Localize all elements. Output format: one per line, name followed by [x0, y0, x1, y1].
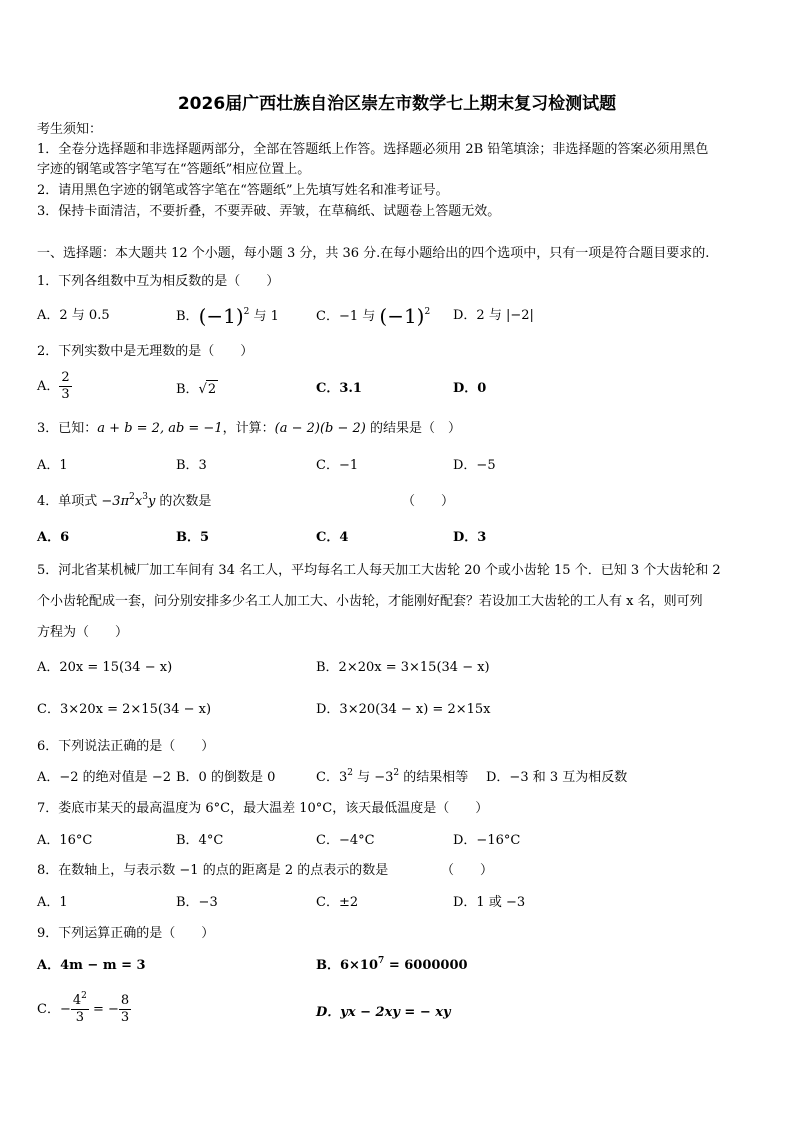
question-5-line-2: 个小齿轮配成一套，问分别安排多少名工人加工大、小齿轮，才能刚好配套？若设加工大齿轮的工人有 x 名，则可列 — [37, 594, 703, 609]
q2-b-radicand: 2 — [207, 382, 217, 397]
q2-a-prefix: A． — [37, 379, 60, 394]
q8-option-a: A．1 — [37, 895, 68, 910]
q8-option-d: D．1 或 −3 — [453, 895, 526, 910]
q4-var-y: y — [147, 494, 156, 509]
q7-option-c: C．−4°C — [316, 833, 375, 848]
q2-a-fraction — [59, 370, 71, 403]
q9-c-mid: = − — [88, 1002, 119, 1017]
q4-option-a: A．6 — [37, 530, 70, 545]
q9-c-denominator-2: 3 — [120, 1010, 130, 1025]
q9-c-fraction-1 — [71, 993, 89, 1026]
q9-c-numerator-2: 8 — [120, 993, 130, 1008]
q5-option-b: B．2×20x = 3×15(34 − x) — [316, 660, 490, 675]
q9-b-exponent: 7 — [378, 956, 385, 966]
q8-answer-paren: （ ） — [441, 863, 494, 878]
q1-b-prefix: B． — [176, 309, 199, 324]
question-6-stem: 6．下列说法正确的是（ ） — [37, 739, 215, 754]
q2-option-a — [37, 370, 72, 403]
q8-option-b: B．−3 — [176, 895, 218, 910]
q9-b-prefix: B．6×10 — [316, 958, 379, 973]
q4-answer-paren: （ ） — [402, 494, 455, 509]
question-4-stem — [37, 493, 211, 511]
q2-a-denominator: 3 — [61, 387, 70, 402]
question-5-line-1: 5．河北省某机械厂加工车间有 34 名工人，平均每名工人每天加工大齿轮 20 个或小齿轮 15 个．已知 3 个大齿轮和 2 — [37, 563, 721, 578]
q4-stem-suffix: 的次数是 — [155, 494, 212, 509]
q7-option-a: A．16°C — [37, 833, 93, 848]
notice-item-2: 2．请用黑色字迹的钢笔或答字笔在“答题纸”上先填写姓名和准考证号。 — [37, 183, 449, 198]
page-title: 2026届广西壮族自治区崇左市数学七上期末复习检测试题 — [177, 94, 617, 114]
q2-b-prefix: B．√ — [176, 382, 207, 397]
q5-option-a: A．20x = 15(34 − x) — [37, 660, 173, 675]
q3-stem-suffix: 的结果是（ ） — [365, 421, 461, 436]
q1-b-suffix: 与 1 — [249, 309, 279, 324]
q9-b-suffix: = 6000000 — [384, 958, 468, 973]
q9-c-numerator-1 — [71, 993, 89, 1010]
q9-option-a: A．4m − m = 3 — [37, 958, 146, 973]
q9-c-prefix: C．− — [37, 1002, 71, 1017]
q2-option-d: D．0 — [453, 381, 487, 396]
q3-option-c: C．−1 — [316, 458, 359, 473]
q5-option-d: D．3×20(34 − x) = 2×15x — [316, 702, 491, 717]
q6-c-mid: 与 −3 — [352, 770, 394, 785]
q9-c-num-exp: 2 — [81, 991, 87, 1001]
q7-option-d: D．−16°C — [453, 833, 521, 848]
q3-stem-prefix: 3．已知： — [37, 421, 98, 436]
q3-option-b: B．3 — [176, 458, 207, 473]
q6-option-b: B．0 的倒数是 0 — [176, 770, 276, 785]
q4-option-d: D．3 — [453, 530, 487, 545]
q4-exp1: 2 — [129, 492, 135, 502]
q9-option-b — [316, 957, 468, 975]
q5-option-c: C．3×20x = 2×15(34 − x) — [37, 702, 212, 717]
question-7-stem: 7．娄底市某天的最高温度为 6°C，最大温差 10°C，该天最低温度是（ ） — [37, 801, 489, 816]
q3-option-d: D．−5 — [453, 458, 496, 473]
q7-option-b: B．4°C — [176, 833, 224, 848]
q4-option-c: C．4 — [316, 530, 349, 545]
q1-option-c — [316, 304, 431, 328]
q4-expr: −3π — [101, 494, 130, 509]
q3-option-a: A．1 — [37, 458, 68, 473]
q6-option-a: A．−2 的绝对值是 −2 — [37, 770, 171, 785]
q8-option-c: C．±2 — [316, 895, 359, 910]
q9-option-c — [37, 993, 131, 1026]
q9-option-d: D．yx − 2xy = − xy — [316, 1005, 451, 1020]
q4-option-b: B．5 — [176, 530, 210, 545]
q2-option-c: C．3.1 — [316, 381, 362, 396]
q6-c-prefix: C．3 — [316, 770, 348, 785]
q9-c-denominator-1: 3 — [75, 1010, 84, 1025]
q6-option-c — [316, 769, 468, 787]
q1-b-expr: (−1) — [198, 304, 244, 328]
q4-var-x: x — [134, 494, 143, 509]
q9-c-fraction-2 — [119, 993, 131, 1026]
q6-option-d: D．−3 和 3 互为相反数 — [486, 770, 628, 785]
q1-option-a: A．2 与 0.5 — [37, 308, 110, 323]
q9-c-num-base: 4 — [72, 993, 82, 1008]
question-9-stem: 9．下列运算正确的是（ ） — [37, 926, 215, 941]
q1-option-b — [176, 304, 279, 328]
q3-expression: (a − 2)(b − 2) — [274, 421, 366, 436]
notice-heading: 考生须知： — [37, 122, 103, 137]
q6-c-exp1: 2 — [347, 768, 353, 778]
notice-item-1-cont: 字迹的钢笔或答字笔写在“答题纸”相应位置上。 — [37, 162, 311, 177]
question-5-line-3: 方程为（ ） — [37, 625, 129, 640]
question-2-stem: 2．下列实数中是无理数的是（ ） — [37, 344, 254, 359]
q1-c-exponent: 2 — [424, 307, 431, 317]
question-8-stem: 8．在数轴上，与表示数 −1 的点的距离是 2 的点表示的数是 — [37, 863, 389, 878]
q1-b-exponent: 2 — [243, 307, 250, 317]
notice-item-1: 1．全卷分选择题和非选择题两部分，全部在答题纸上作答。选择题必须用 2B 铅笔填涂；非选择题的答案必须用黑色 — [37, 142, 709, 157]
section-heading: 一、选择题：本大题共 12 个小题，每小题 3 分，共 36 分.在每小题给出的四个选项中，只有一项是符合题目要求的. — [37, 246, 710, 261]
q4-stem-prefix: 4．单项式 — [37, 494, 102, 509]
q6-c-suffix: 的结果相等 — [399, 770, 469, 785]
q3-condition: a + b = 2, ab = −1 — [97, 421, 223, 436]
q6-c-exp2: 2 — [393, 768, 400, 778]
q2-a-numerator: 2 — [61, 370, 70, 385]
question-3-stem — [37, 420, 461, 438]
q1-option-d: D．2 与 |−2| — [453, 308, 534, 323]
question-1-stem: 1．下列各组数中互为相反数的是（ ） — [37, 274, 280, 289]
notice-item-3: 3．保持卡面清洁，不要折叠，不要弄破、弄皱，在草稿纸、试题卷上答题无效。 — [37, 204, 501, 219]
q1-c-expr: (−1) — [379, 304, 425, 328]
q1-c-prefix: C．−1 与 — [316, 309, 380, 324]
q2-option-b — [176, 380, 218, 399]
q3-stem-mid: ，计算： — [222, 421, 275, 436]
q4-exp2: 3 — [142, 492, 148, 502]
